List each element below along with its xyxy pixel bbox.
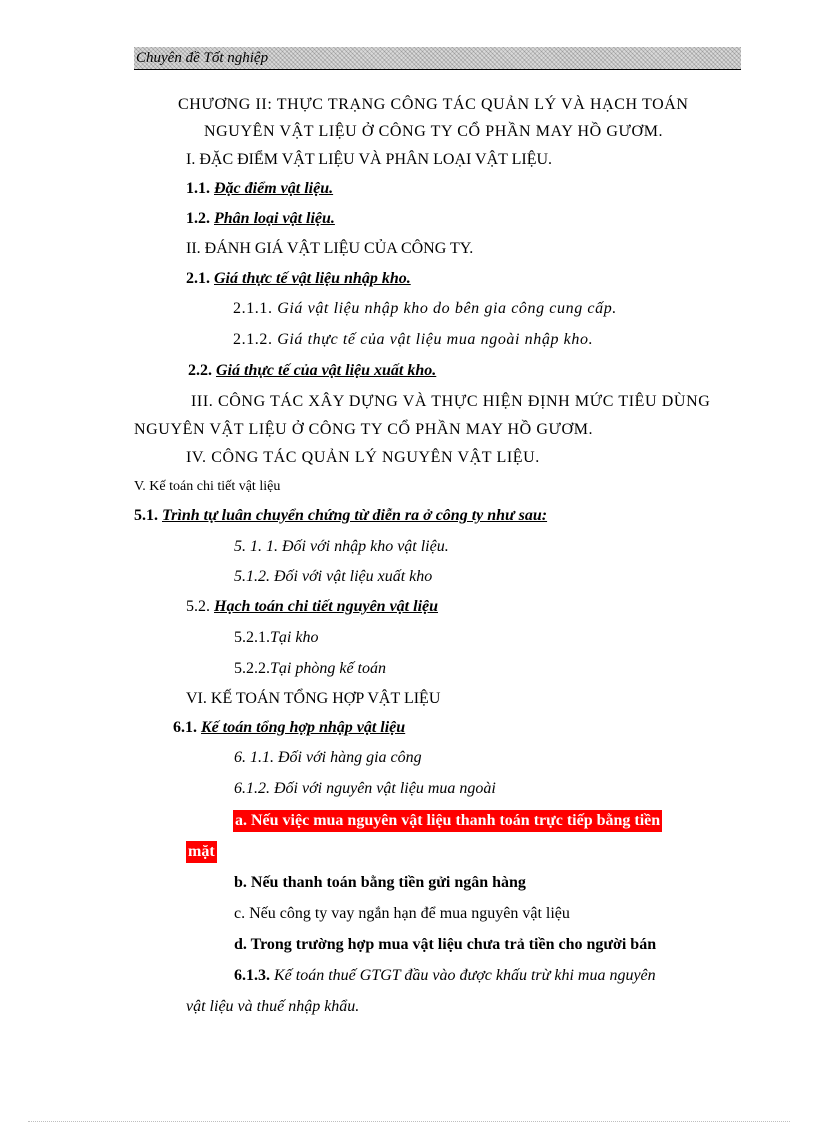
- subsection-5-2: [186, 596, 438, 618]
- subsection-number: 5.1.: [134, 507, 158, 524]
- subsection-5-1-2: 5.1.2. Đối với vật liệu xuất kho: [234, 568, 433, 585]
- subsection-number: 5.2.1.: [234, 629, 270, 646]
- subsection-number: 2.1.2.: [233, 331, 273, 348]
- section-6-heading: VI. KẾ TOÁN TỔNG HỢP VẬT LIỆU: [186, 690, 441, 707]
- subsection-6-1-3-line1: [234, 965, 656, 987]
- subsection-title: Giá thực tế của vật liệu xuất kho.: [216, 362, 437, 379]
- section-2-heading: II. ĐÁNH GIÁ VẬT LIỆU CỦA CÔNG TY.: [186, 240, 474, 257]
- section-5-heading: V. Kế toán chi tiết vật liệu: [134, 479, 281, 494]
- subsection-title: Tại phòng kế toán: [270, 660, 386, 677]
- item-c: c. Nếu công ty vay ngắn hạn để mua nguyên vật liệu: [234, 905, 570, 922]
- subsection-2-1-1: [233, 298, 617, 320]
- section-1-heading: I. ĐẶC ĐIỂM VẬT LIỆU VÀ PHÂN LOẠI VẬT LIỆU.: [186, 151, 553, 168]
- subsection-5-2-2: [234, 658, 386, 680]
- subsection-1-1: [186, 178, 333, 200]
- footer-divider: [28, 1121, 790, 1122]
- subsection-number: 2.1.: [186, 270, 210, 287]
- subsection-title: Kế toán thuế GTGT đầu vào được khấu trừ khi mua nguyên: [274, 967, 656, 984]
- subsection-title: Giá vật liệu nhập kho do bên gia công cung cấp.: [277, 300, 617, 317]
- subsection-number: 6.1.3.: [234, 967, 270, 984]
- item-b: b. Nếu thanh toán bằng tiền gửi ngân hàng: [234, 874, 526, 891]
- subsection-number: 5.2.2.: [234, 660, 270, 677]
- subsection-number: 2.1.1.: [233, 300, 273, 317]
- subsection-6-1-2: 6.1.2. Đối với nguyên vật liệu mua ngoài: [234, 780, 496, 797]
- section-3-heading-line1: III. CÔNG TÁC XÂY DỰNG VÀ THỰC HIỆN ĐỊNH MỨC TIÊU DÙNG: [191, 393, 711, 410]
- item-d: d. Trong trường hợp mua vật liệu chưa trả tiền cho người bán: [234, 936, 657, 953]
- subsection-number: 1.1.: [186, 180, 210, 197]
- header-title: Chuyên đề Tốt nghiệp: [136, 50, 269, 66]
- item-a-highlight-line2: mặt: [186, 841, 217, 863]
- subsection-number: 6.1.: [173, 719, 197, 736]
- chapter-title-line2: NGUYÊN VẬT LIỆU Ở CÔNG TY CỔ PHẦN MAY HỒ GƯƠM.: [204, 123, 664, 140]
- subsection-6-1: [173, 717, 405, 739]
- subsection-5-1: [134, 505, 547, 527]
- subsection-title: Phân loại vật liệu.: [214, 210, 335, 227]
- page-header: [134, 47, 741, 70]
- section-4-heading: IV. CÔNG TÁC QUẢN LÝ NGUYÊN VẬT LIỆU.: [186, 449, 540, 466]
- subsection-title: Trình tự luân chuyển chứng từ diễn ra ở công ty như sau:: [162, 507, 548, 524]
- subsection-title: Hạch toán chi tiết nguyên vật liệu: [214, 598, 439, 615]
- section-3-heading-line2: NGUYÊN VẬT LIỆU Ở CÔNG TY CỔ PHẦN MAY HỒ GƯƠM.: [134, 421, 594, 438]
- subsection-5-2-1: [234, 627, 318, 649]
- subsection-title: Giá thực tế vật liệu nhập kho.: [214, 270, 411, 287]
- subsection-title: Đặc điểm vật liệu.: [214, 180, 334, 197]
- subsection-number: 5.2.: [186, 598, 210, 615]
- subsection-title: Giá thực tế của vật liệu mua ngoài nhập kho.: [277, 331, 594, 348]
- subsection-number: 1.2.: [186, 210, 210, 227]
- subsection-title: Tại kho: [270, 629, 319, 646]
- subsection-1-2: [186, 208, 335, 230]
- item-a-highlight-line1: a. Nếu việc mua nguyên vật liệu thanh toán trực tiếp bằng tiền: [233, 810, 662, 832]
- subsection-6-1-1: 6. 1.1. Đối với hàng gia công: [234, 749, 422, 766]
- subsection-2-2: [188, 360, 436, 382]
- subsection-2-1: [186, 268, 411, 290]
- chapter-title-line1: CHƯƠNG II: THỰC TRẠNG CÔNG TÁC QUẢN LÝ VÀ HẠCH TOÁN: [178, 96, 689, 113]
- subsection-2-1-2: [233, 329, 593, 351]
- subsection-number: 2.2.: [188, 362, 212, 379]
- subsection-6-1-3-line2: vật liệu và thuế nhập khẩu.: [186, 998, 360, 1015]
- subsection-title: Kế toán tổng hợp nhập vật liệu: [201, 719, 406, 736]
- subsection-5-1-1: 5. 1. 1. Đối với nhập kho vật liệu.: [234, 538, 449, 555]
